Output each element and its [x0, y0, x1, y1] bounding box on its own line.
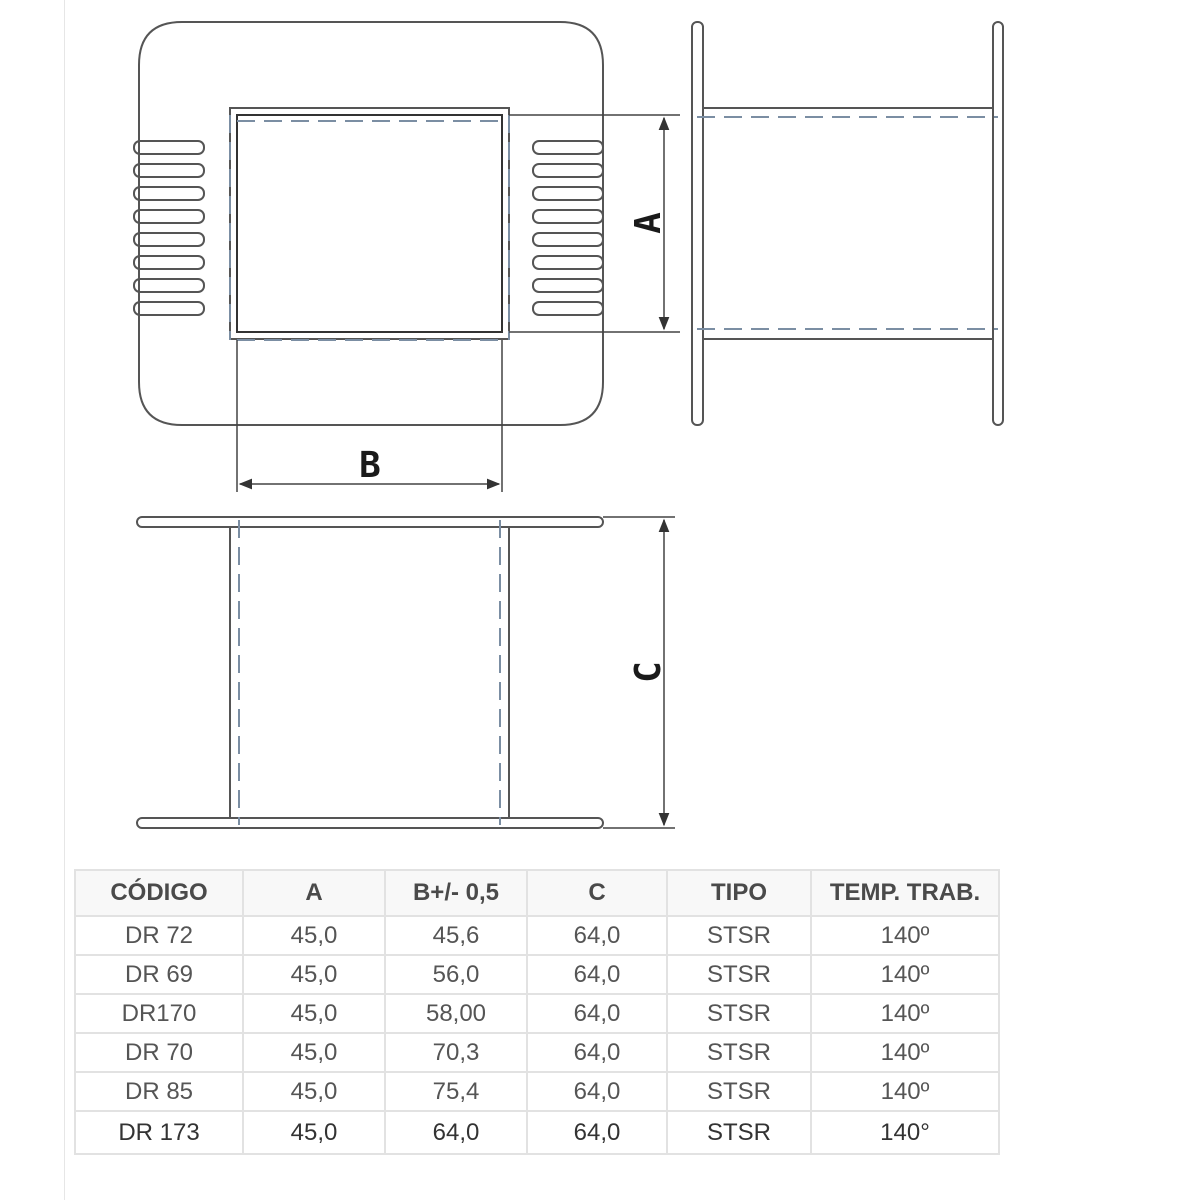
table-row: [75, 955, 999, 994]
cell: DR 85: [75, 1072, 243, 1111]
cell: DR170: [75, 994, 243, 1033]
header-b: B+/- 0,5: [385, 870, 527, 916]
cell: DR 173: [75, 1111, 243, 1154]
spec-table: [74, 869, 1000, 1155]
header-c: C: [527, 870, 667, 916]
right-slots: [533, 141, 603, 315]
table-row: [75, 1033, 999, 1072]
cell: DR 69: [75, 955, 243, 994]
cell: 140º: [811, 1072, 999, 1111]
table-row: [75, 994, 999, 1033]
cell: 64,0: [527, 1072, 667, 1111]
header-a: A: [243, 870, 385, 916]
dimension-b-label: B: [359, 445, 381, 486]
cell: 45,0: [243, 1111, 385, 1154]
dimension-c-label: C: [628, 661, 669, 683]
front-view: [134, 22, 603, 425]
cell: 58,00: [385, 994, 527, 1033]
cell: 70,3: [385, 1033, 527, 1072]
bottom-flange-bottom: [137, 818, 603, 828]
cell: 140º: [811, 916, 999, 955]
cell: 64,0: [527, 1033, 667, 1072]
cell: 64,0: [527, 1111, 667, 1154]
cell: 140º: [811, 1033, 999, 1072]
cell: 64,0: [527, 994, 667, 1033]
bottom-flange-top: [137, 517, 603, 527]
cell: 45,0: [243, 955, 385, 994]
cell: DR 72: [75, 916, 243, 955]
left-slots: [134, 141, 204, 315]
hidden-core-lines: [230, 115, 509, 340]
cell: STSR: [667, 1033, 811, 1072]
cell: 45,0: [243, 1033, 385, 1072]
cell: STSR: [667, 916, 811, 955]
cell: STSR: [667, 1072, 811, 1111]
table-row: [75, 1111, 999, 1154]
cell: 45,0: [243, 1072, 385, 1111]
header-codigo: CÓDIGO: [75, 870, 243, 916]
core-window-outer: [230, 108, 509, 339]
cell: STSR: [667, 994, 811, 1033]
cell: DR 70: [75, 1033, 243, 1072]
cell: 140º: [811, 955, 999, 994]
table-row: [75, 1072, 999, 1111]
dimension-a-label: A: [628, 212, 669, 234]
cell: 140º: [811, 994, 999, 1033]
core-window-inner: [237, 115, 502, 332]
cell: 75,4: [385, 1072, 527, 1111]
side-flange-right: [993, 22, 1003, 425]
cell: 64,0: [527, 916, 667, 955]
header-tipo: TIPO: [667, 870, 811, 916]
cell: 45,0: [243, 994, 385, 1033]
cell: 64,0: [527, 955, 667, 994]
cell: 45,0: [243, 916, 385, 955]
table-header-row: [75, 870, 999, 916]
cell: 56,0: [385, 955, 527, 994]
cell: STSR: [667, 955, 811, 994]
flange-outline: [139, 22, 603, 425]
cell: 140°: [811, 1111, 999, 1154]
table-row: [75, 916, 999, 955]
cell: 64,0: [385, 1111, 527, 1154]
cell: STSR: [667, 1111, 811, 1154]
cell: 45,6: [385, 916, 527, 955]
header-temp: TEMP. TRAB.: [811, 870, 999, 916]
side-view: [692, 22, 1003, 425]
bottom-view: [137, 517, 603, 828]
side-flange-left: [692, 22, 703, 425]
